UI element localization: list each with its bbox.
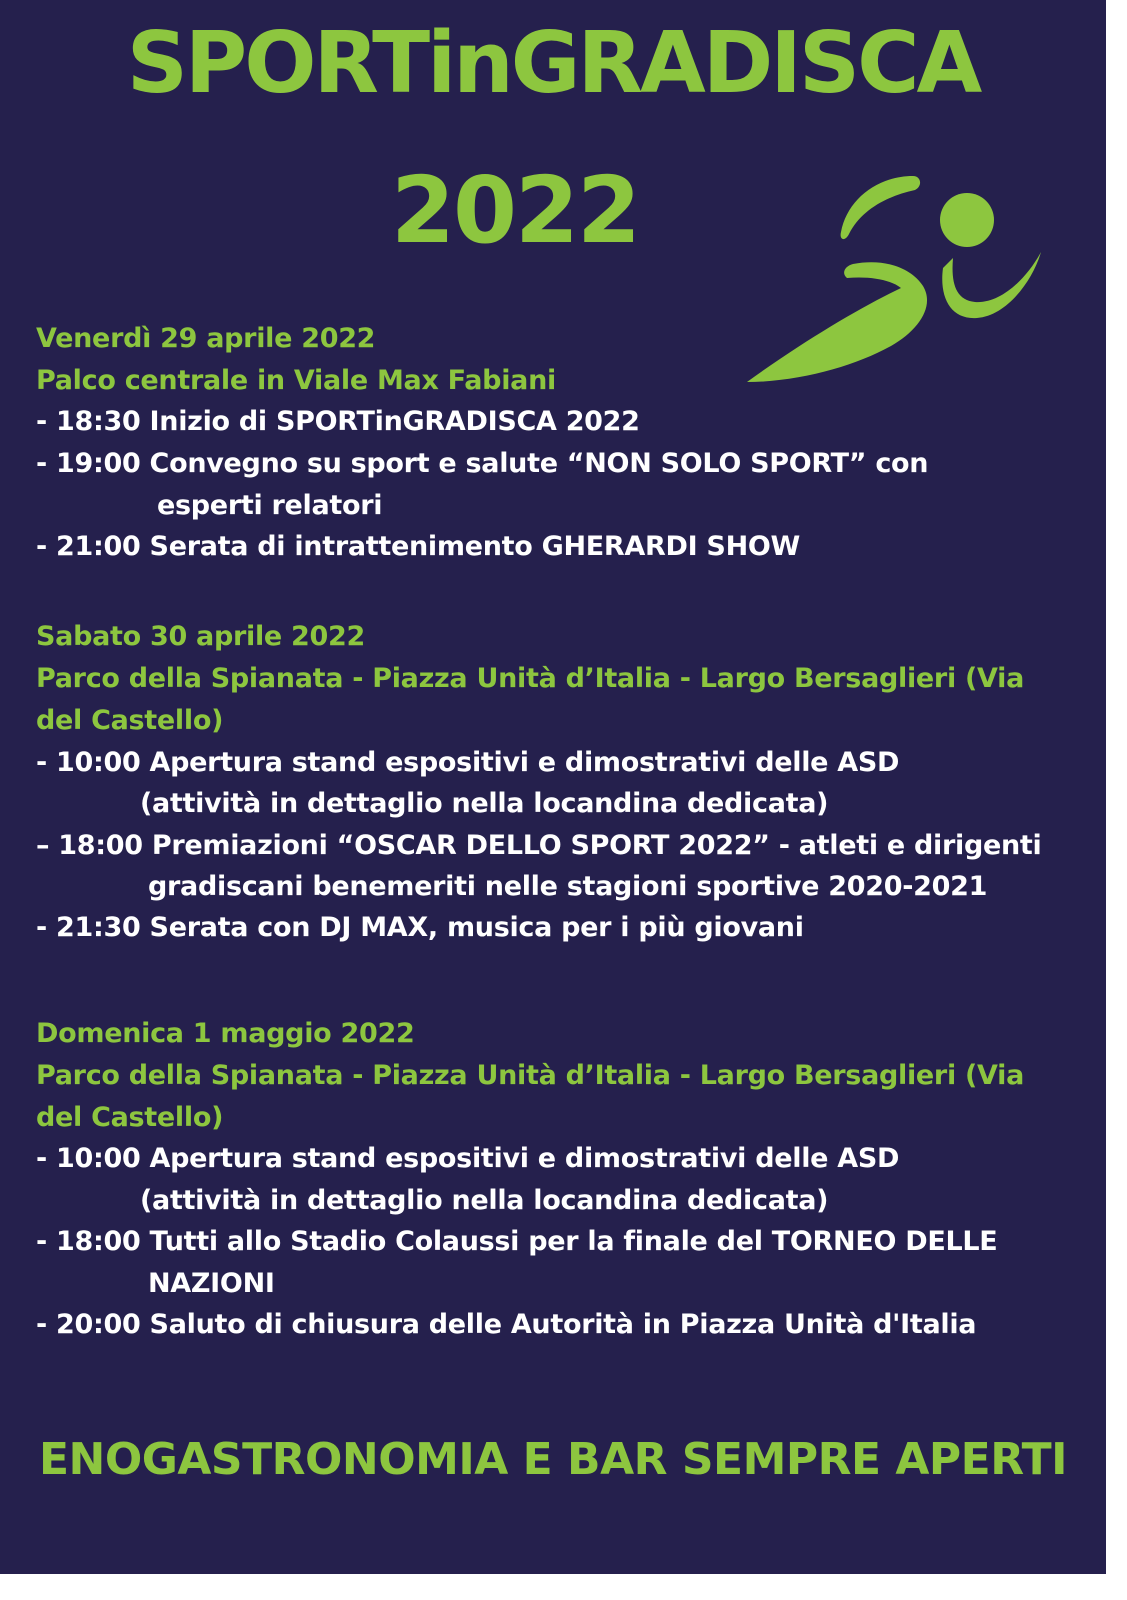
day2-location: Parco della Spianata - Piazza Unità d’Italia - Largo Bersaglieri (Via bbox=[36, 663, 1025, 694]
day2-date: Sabato 30 aprile 2022 bbox=[36, 621, 365, 652]
day1-location: Palco centrale in Viale Max Fabiani bbox=[36, 365, 556, 396]
day3-event-1: - 10:00 Apertura stand espositivi e dimostrativi delle ASD bbox=[36, 1143, 900, 1174]
day1-event-2-continued: esperti relatori bbox=[157, 490, 383, 521]
day2-event-1-continued: (attività in dettaglio nella locandina dedicata) bbox=[140, 788, 829, 819]
event-title: SPORTinGRADISCA bbox=[126, 14, 980, 113]
day3-event-2: - 18:00 Tutti allo Stadio Colaussi per la finale del TORNEO DELLE bbox=[36, 1226, 998, 1257]
runner-arm-back bbox=[841, 176, 920, 239]
day3-event-3: - 20:00 Saluto di chiusura delle Autorità in Piazza Unità d'Italia bbox=[36, 1309, 977, 1340]
day1-date: Venerdì 29 aprile 2022 bbox=[36, 323, 376, 354]
runner-head bbox=[940, 193, 994, 247]
day1-event-2: - 19:00 Convegno su sport e salute “NON SOLO SPORT” con bbox=[36, 448, 929, 479]
event-year: 2022 bbox=[390, 157, 640, 264]
footer-banner: ENOGASTRONOMIA E BAR SEMPRE APERTI bbox=[38, 1434, 1068, 1485]
day2-location-continued: del Castello) bbox=[36, 705, 224, 736]
day3-date: Domenica 1 maggio 2022 bbox=[36, 1018, 415, 1049]
runner-arm-front bbox=[942, 252, 1041, 318]
day3-event-2-continued: NAZIONI bbox=[148, 1268, 275, 1299]
day2-event-2-continued: gradiscani benemeriti nelle stagioni sportive 2020-2021 bbox=[148, 871, 988, 902]
runner-icon bbox=[745, 170, 1050, 390]
day3-location-continued: del Castello) bbox=[36, 1102, 224, 1133]
day3-location: Parco della Spianata - Piazza Unità d’Italia - Largo Bersaglieri (Via bbox=[36, 1060, 1025, 1091]
day2-event-3: - 21:30 Serata con DJ MAX, musica per i più giovani bbox=[36, 912, 804, 943]
day3-event-1-continued: (attività in dettaglio nella locandina dedicata) bbox=[140, 1185, 829, 1216]
day2-event-1: - 10:00 Apertura stand espositivi e dimostrativi delle ASD bbox=[36, 747, 900, 778]
day2-event-2: – 18:00 Premiazioni “OSCAR DELLO SPORT 2022” - atleti e dirigenti bbox=[36, 830, 1042, 861]
day1-event-1: - 18:30 Inizio di SPORTinGRADISCA 2022 bbox=[36, 406, 640, 437]
day1-event-3: - 21:00 Serata di intrattenimento GHERARDI SHOW bbox=[36, 531, 801, 562]
runner-body bbox=[747, 262, 927, 382]
